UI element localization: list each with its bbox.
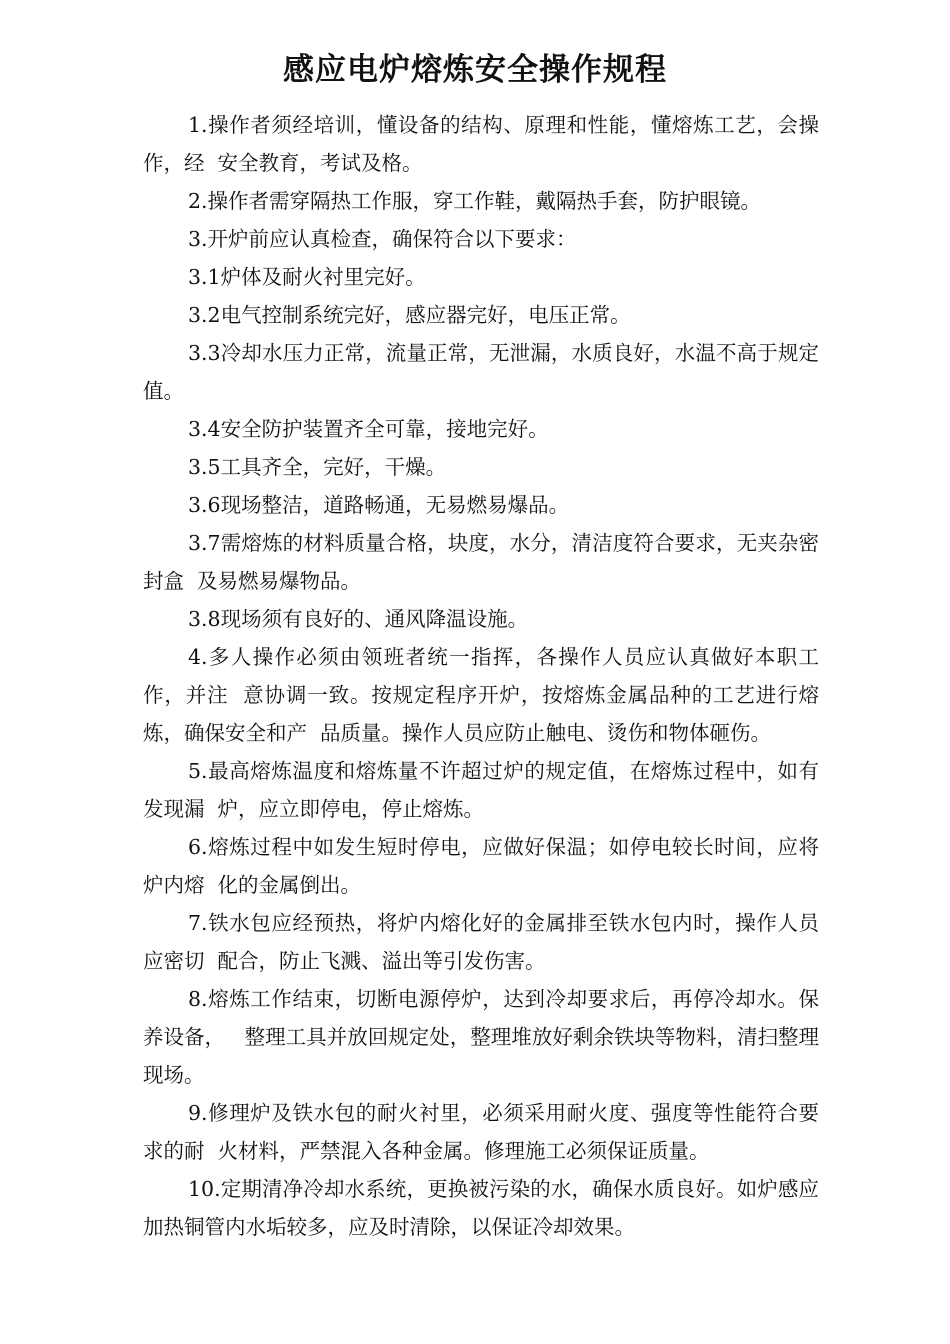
paragraph-1: 1.操作者须经培训，懂设备的结构、原理和性能，懂熔炼工艺，会操作，经 安全教育，考试及格。: [143, 113, 819, 175]
paragraph-2: 2.操作者需穿隔热工作服，穿工作鞋，戴隔热手套，防护眼镜。: [188, 189, 762, 213]
paragraph-7: 7.铁水包应经预热，将炉内熔化好的金属排至铁水包内时，操作人员应密切 配合，防止飞溅、溢出等引发伤害。: [143, 911, 819, 973]
paragraph-3-1: 3.1炉体及耐火衬里完好。: [188, 265, 426, 289]
paragraph-3-7: 3.7需熔炼的材料质量合格，块度，水分，清洁度符合要求，无夹杂密封盒 及易燃易爆物品。: [143, 531, 819, 593]
paragraph-4: 4.多人操作必须由领班者统一指挥，各操作人员应认真做好本职工作，并注 意协调一致。按规定程序开炉，按熔炼金属品种的工艺进行熔炼，确保安全和产 品质量。操作人员应防止触电、烫伤和物体砸伤。: [143, 645, 819, 745]
paragraph-3-4: 3.4安全防护装置齐全可靠，接地完好。: [188, 417, 549, 441]
paragraph-10: 10.定期清净冷却水系统，更换被污染的水，确保水质良好。如炉感应加热铜管内水垢较多，应及时清除，以保证冷却效果。: [143, 1177, 819, 1239]
paragraph-5: 5.最高熔炼温度和熔炼量不许超过炉的规定值，在熔炼过程中，如有发现漏 炉，应立即停电，停止熔炼。: [143, 759, 819, 821]
paragraph-3: 3.开炉前应认真检查，确保符合以下要求：: [188, 227, 577, 251]
paragraph-3-6: 3.6现场整洁，道路畅通，无易燃易爆品。: [188, 493, 570, 517]
paragraph-3-2: 3.2电气控制系统完好，感应器完好，电压正常。: [188, 303, 631, 327]
paragraph-8: 8.熔炼工作结束，切断电源停炉，达到冷却要求后，再停冷却水。保养设备， 整理工具并放回规定处，整理堆放好剩余铁块等物料，清扫整理现场。: [143, 987, 819, 1087]
document-body: [143, 106, 819, 1246]
document-title: 感应电炉熔炼安全操作规程: [283, 52, 667, 88]
paragraph-3-8: 3.8现场须有良好的、通风降温设施。: [188, 607, 529, 631]
paragraph-9: 9.修理炉及铁水包的耐火衬里，必须采用耐火度、强度等性能符合要求的耐 火材料，严禁混入各种金属。修理施工必须保证质量。: [143, 1101, 819, 1163]
paragraph-3-3: 3.3冷却水压力正常，流量正常，无泄漏，水质良好，水温不高于规定值。: [143, 341, 819, 403]
paragraph-6: 6.熔炼过程中如发生短时停电，应做好保温；如停电较长时间，应将炉内熔 化的金属倒出。: [143, 835, 819, 897]
paragraph-3-5: 3.5工具齐全，完好，干燥。: [188, 455, 447, 479]
